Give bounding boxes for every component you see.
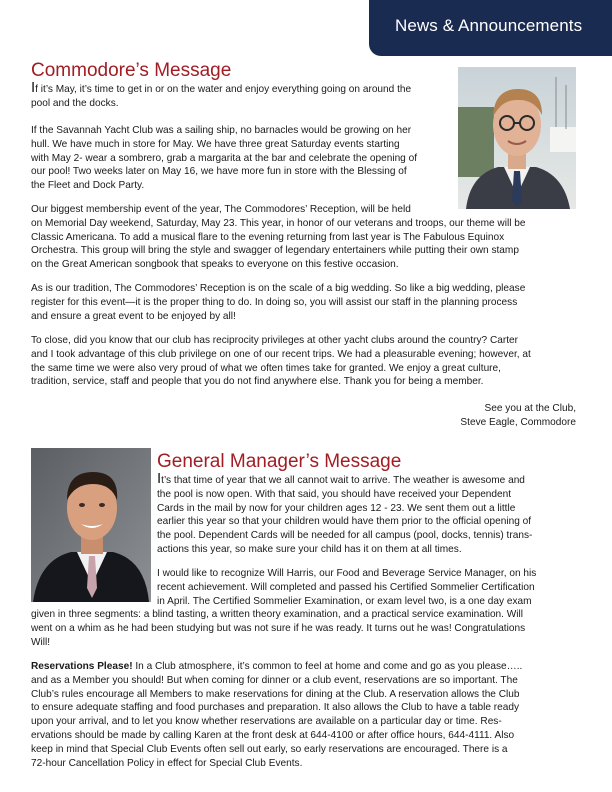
reservations-lead: Reservations Please!	[31, 661, 133, 672]
gm-paragraph-3: Reservations Please! In a Club atmosphere, it’s common to feel at home and come and go as you please….. and as a Member you should! But when coming for dinner or a club event, reservations are so important. The Club’s rules encourage all Members to make reservations for dining at the Club. A reservation allows the Club to ensure adequate staffing and food purchases and preparation. It also allows the Club to have a table ready upon your arrival, and to let you know whether reservations are available on a particular day or time. Res- ervations should be made by calling Karen at the front desk at 644-4100 or after office hours, 644-4111. Also keep in mind that Special Club Events often sell out early, so early reservations are encouraged. There is a 72-hour Cancellation Policy in effect for Special Club Events.	[31, 661, 523, 769]
commodore-paragraph-5: To close, did you know that our club has reciprocity privileges at other yacht clubs around the country? Carter and I took advantage of this club privilege on one of our recent trips. We had a pleasurable evening; however, at the same time we were also very proud of what we often times take for granted. We enjoy a great culture, tradition, service, staff and people that you do not find anywhere else. Thank you for being a member.	[31, 335, 531, 388]
gm-heading: General Manager’s Message	[157, 451, 402, 472]
gm-paragraph-1: It’s that time of year that we all cannot wait to arrive. The weather is awesome and the pool is now open. With that said, you should have received your Dependent Cards in the mail by now for your children ages 12 - 23. We sent them out a little earlier this year so that your children would have them prior to the official opening of the pool. Dependent Cards will be needed for all campus (pool, docks, tennis) trans- actions this year, so make sure your child has it on them at all times.	[157, 470, 533, 555]
commodore-paragraph-2: If the Savannah Yacht Club was a sailing ship, no barnacles would be growing on her hull. We have much in store for May. We have three great Saturday events starting with May 2- wear a sombrero, grab a margarita at the bar and celebrate the opening of our pool! Two weeks later on May 16, we have more fun in store with the Blessing of the Fleet and Dock Party.	[31, 125, 418, 192]
commodore-heading: Commodore’s Message	[31, 60, 232, 81]
general-manager-photo	[31, 448, 151, 602]
drop-cap: I	[31, 79, 36, 96]
commodore-paragraph-3: Our biggest membership event of the year, The Commodores’ Reception, will be held on Memorial Day weekend, Saturday, May 23. This year, in honor of our veterans and troops, our theme will be Classic Americana. To add a musical flare to the evening returning from last year is The Fabulous Equinox Orchestra. This group will bring the style and swagger of legendary entertainers while putting their own stamp on the Great American songbook that speaks to everyone on this festive occasion.	[31, 204, 526, 271]
commodore-paragraph-4: As is our tradition, The Commodores’ Reception is on the scale of a big wedding. So like a big wedding, please register for this event—it is the proper thing to do. In doing so, you will assist our staff in the planning process and ensure a great event to be enjoyed by all!	[31, 283, 526, 322]
commodore-photo	[458, 67, 576, 209]
commodore-signature: See you at the Club, Steve Eagle, Commodore	[460, 403, 576, 428]
drop-cap: I	[157, 470, 162, 487]
section-header-tab	[369, 0, 612, 56]
gm-paragraph-2-continued: given in three segments: a blind tasting, a written theory examination, and a practical service examination. Will went on a whim as he had been studying but was not sure if he was ready. It turns out he was! Congratulations Will!	[31, 609, 526, 648]
commodore-paragraph-1: If it’s May, it’s time to get in or on the water and enjoy everything going on around the pool and the docks.	[31, 79, 412, 109]
section-title: News & Announcements	[395, 16, 583, 35]
gm-paragraph-2: I would like to recognize Will Harris, our Food and Beverage Service Manager, on his recent achievement. Will completed and passed his Certified Sommelier Certification in April. The Certified Sommelier Examination, or exam level two, is a one day exam	[157, 568, 537, 607]
